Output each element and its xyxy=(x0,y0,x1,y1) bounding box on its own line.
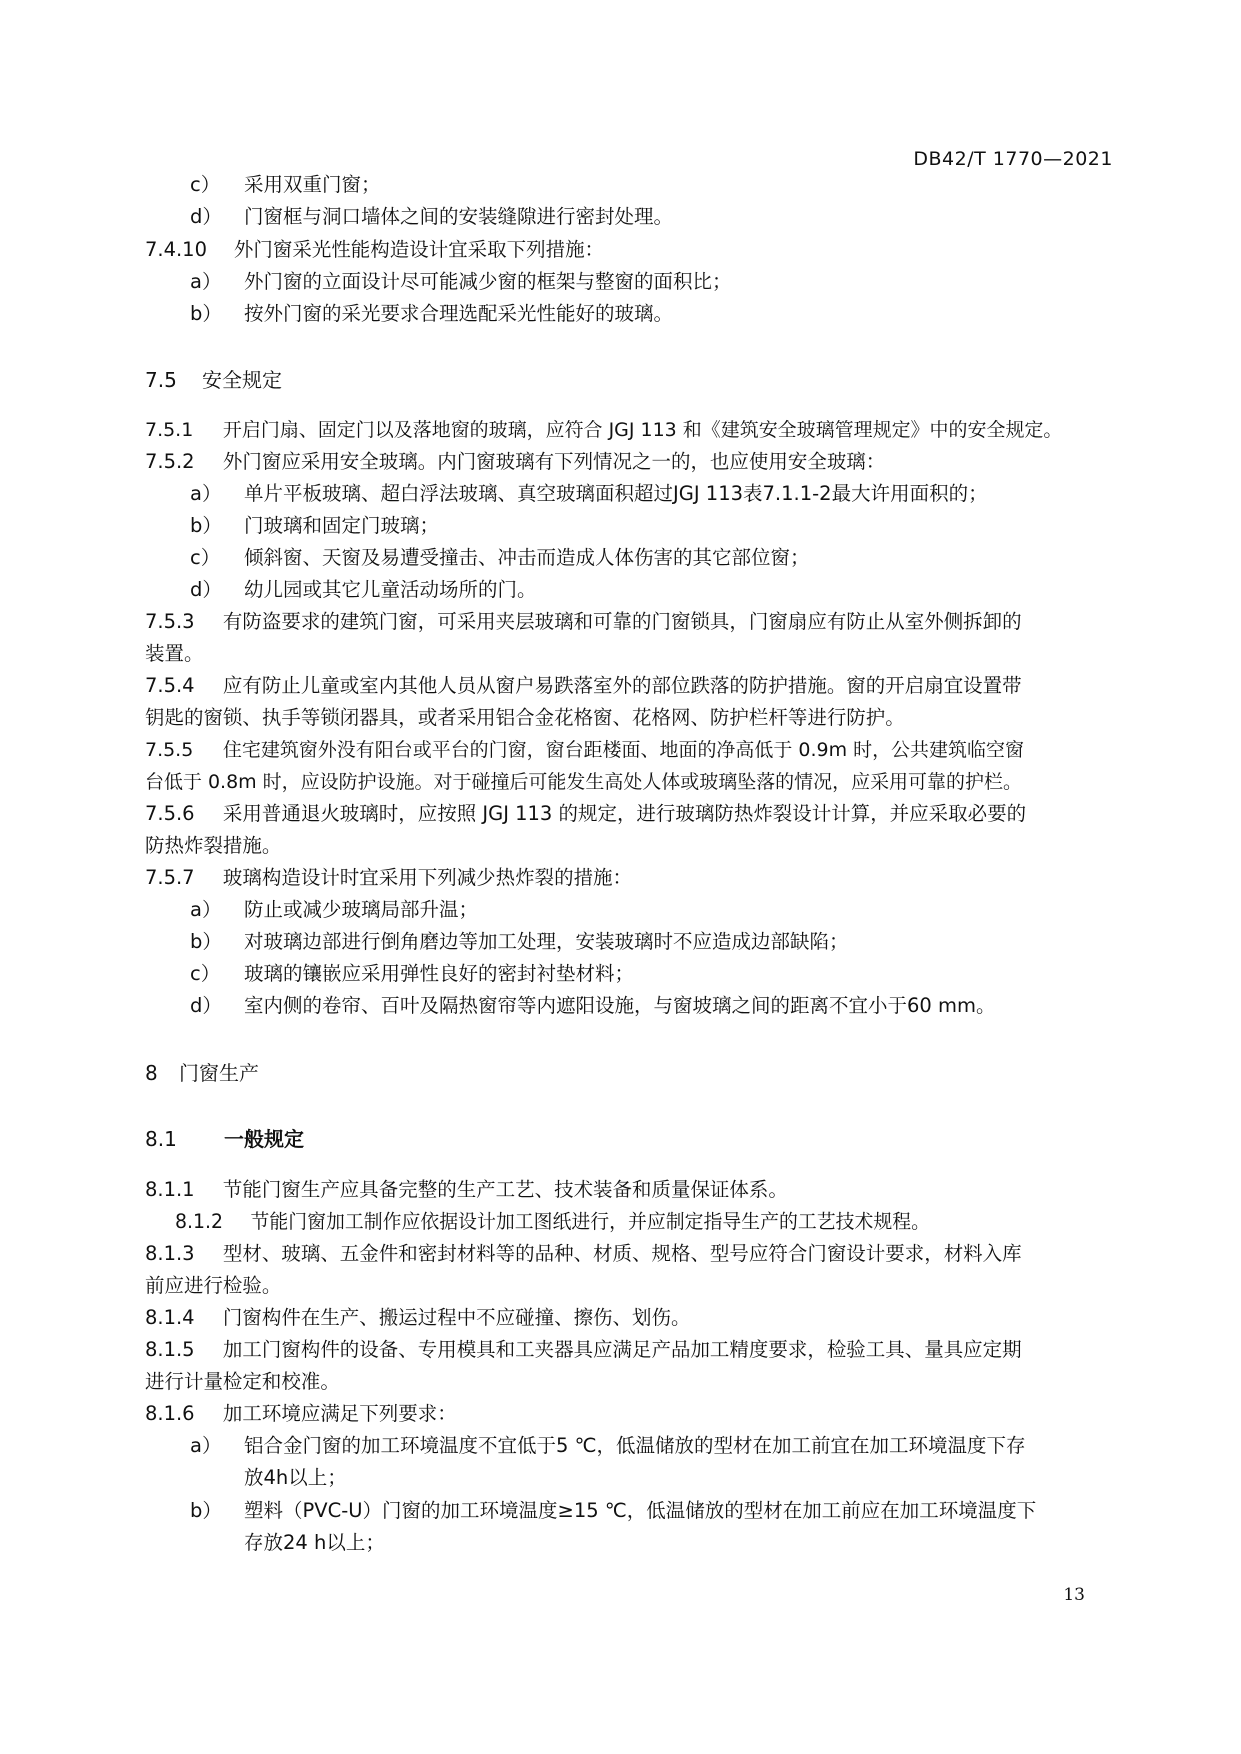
clause-text: 门窗构件在生产、搬运过程中不应碰撞、擦伤、划伤。 xyxy=(222,1306,691,1329)
clause-7-5-4 xyxy=(145,670,1110,702)
list-marker: d） xyxy=(190,994,222,1017)
clause-8-1-3 xyxy=(145,1238,1110,1270)
clause-8-1-6 xyxy=(145,1398,1110,1430)
section-title: 一般规定 xyxy=(224,1127,304,1151)
section-heading-8-1 xyxy=(145,1123,304,1155)
clause-8-1-2 xyxy=(175,1206,1110,1238)
clause-7-5-7 xyxy=(145,862,1110,894)
clause-text-continued: 前应进行检验。 xyxy=(145,1274,282,1297)
chapter-number: 8 xyxy=(145,1061,158,1085)
clause-text: 节能门窗生产应具备完整的生产工艺、技术装备和质量保证体系。 xyxy=(222,1178,788,1201)
list-marker: c） xyxy=(190,546,221,569)
list-marker: d） xyxy=(190,205,222,228)
list-marker: b） xyxy=(190,930,222,953)
clause-text: 玻璃构造设计时宜采用下列减少热炸裂的措施： xyxy=(222,866,633,889)
clause-text: 住宅建筑窗外没有阳台或平台的门窗，窗台距楼面、地面的净高低于 0.9m 时，公共建筑临空窗 xyxy=(222,739,1024,761)
list-item-text: 玻璃的镶嵌应采用弹性良好的密封衬垫材料； xyxy=(244,962,635,985)
section-number: 7.5 xyxy=(145,368,177,392)
clause-number: 7.5.7 xyxy=(145,866,195,889)
list-item-text: 幼儿园或其它儿童活动场所的门。 xyxy=(244,578,537,601)
clause-continuation xyxy=(145,1270,1110,1302)
section-number: 8.1 xyxy=(145,1127,177,1151)
list-item-text: 按外门窗的采光要求合理选配采光性能好的玻璃。 xyxy=(244,302,674,325)
clause-number: 7.5.1 xyxy=(145,419,194,441)
clause-number: 8.1.2 xyxy=(175,1210,224,1233)
document-code-header: DB42/T 1770—2021 xyxy=(913,148,1113,170)
list-marker: a） xyxy=(190,898,222,921)
list-marker: b） xyxy=(190,302,222,325)
list-item-text: 倾斜窗、天窗及易遭受撞击、冲击而造成人体伤害的其它部位窗； xyxy=(244,546,810,569)
clause-number: 7.5.4 xyxy=(145,674,195,697)
list-marker: a） xyxy=(190,1434,222,1457)
list-marker: d） xyxy=(190,578,222,601)
list-item-text: 单片平板玻璃、超白浮法玻璃、真空玻璃面积超过JGJ 113表7.1.1-2最大许用面积的； xyxy=(244,482,988,505)
clause-number: 7.5.6 xyxy=(145,802,195,825)
clause-8-1-5 xyxy=(145,1334,1110,1366)
chapter-heading-8 xyxy=(145,1057,259,1089)
clause-text-continued: 钥匙的窗锁、执手等锁闭器具，或者采用铝合金花格窗、花格网、防护栏杆等进行防护。 xyxy=(145,706,905,729)
clause-7-5-1 xyxy=(145,414,1110,446)
list-marker: c） xyxy=(190,962,221,985)
clause-number: 8.1.1 xyxy=(145,1178,195,1201)
chapter-title: 门窗生产 xyxy=(179,1061,259,1085)
clause-text-continued: 防热炸裂措施。 xyxy=(145,834,282,857)
clause-text: 外门窗采光性能构造设计宜采取下列措施： xyxy=(233,238,605,261)
section-title: 安全规定 xyxy=(202,368,282,392)
clause-text-continued: 台低于 0.8m 时，应设防护设施。对于碰撞后可能发生高处人体或玻璃坠落的情况，应采用可靠的护栏。 xyxy=(145,771,1022,793)
clause-7-5-5 xyxy=(145,734,1110,766)
clause-continuation xyxy=(145,766,1110,798)
clause-number: 8.1.3 xyxy=(145,1242,195,1265)
list-item-text: 外门窗的立面设计尽可能减少窗的框架与整窗的面积比； xyxy=(244,270,732,293)
clause-text: 有防盗要求的建筑门窗，可采用夹层玻璃和可靠的门窗锁具，门窗扇应有防止从室外侧拆卸的 xyxy=(222,610,1022,633)
list-item-text: 防止或减少玻璃局部升温； xyxy=(244,898,479,921)
list-item-text: 对玻璃边部进行倒角磨边等加工处理，安装玻璃时不应造成边部缺陷； xyxy=(244,930,849,953)
clause-number: 7.5.2 xyxy=(145,450,195,473)
clause-continuation xyxy=(145,830,1110,862)
clause-text: 节能门窗加工制作应依据设计加工图纸进行，并应制定指导生产的工艺技术规程。 xyxy=(250,1210,930,1233)
list-item-text-continued: 放4h以上； xyxy=(244,1466,347,1489)
clause-text: 加工环境应满足下列要求： xyxy=(222,1402,457,1425)
clause-text-continued: 进行计量检定和校准。 xyxy=(145,1370,340,1393)
list-item-text: 室内侧的卷帘、百叶及隔热窗帘等内遮阳设施，与窗坡璃之间的距离不宜小于60 mm。 xyxy=(244,994,996,1017)
clause-number: 8.1.6 xyxy=(145,1402,195,1425)
list-marker: a） xyxy=(190,270,222,293)
list-marker: a） xyxy=(190,482,222,505)
clause-text: 型材、玻璃、五金件和密封材料等的品种、材质、规格、型号应符合门窗设计要求，材料入库 xyxy=(222,1242,1022,1265)
list-marker: b） xyxy=(190,1499,222,1522)
clause-number: 7.4.10 xyxy=(145,238,207,261)
clause-text: 采用普通退火玻璃时，应按照 JGJ 113 的规定，进行玻璃防热炸裂设计计算，并应采取必要的 xyxy=(222,802,1027,825)
clause-number: 8.1.5 xyxy=(145,1338,195,1361)
list-marker: b） xyxy=(190,514,222,537)
clause-8-1-4 xyxy=(145,1302,1110,1334)
clause-number: 7.5.3 xyxy=(145,610,195,633)
clause-continuation xyxy=(145,702,1110,734)
list-item-text: 塑料（PVC-U）门窗的加工环境温度≥15 ℃，低温储放的型材在加工前应在加工环境温度下 xyxy=(244,1499,1037,1522)
clause-text-continued: 装置。 xyxy=(145,642,204,665)
section-heading-7-5 xyxy=(145,364,282,396)
clause-text: 加工门窗构件的设备、专用模具和工夹器具应满足产品加工精度要求，检验工具、量具应定期 xyxy=(222,1338,1022,1361)
clause-7-5-3 xyxy=(145,606,1110,638)
list-item-text: 采用双重门窗； xyxy=(244,173,381,196)
clause-7-5-6 xyxy=(145,798,1110,830)
clause-7-5-2 xyxy=(145,446,1110,478)
clause-number: 8.1.4 xyxy=(145,1306,195,1329)
list-item-text: 门玻璃和固定门玻璃； xyxy=(244,514,440,537)
clause-continuation xyxy=(145,638,1110,670)
clause-text: 外门窗应采用安全玻璃。内门窗玻璃有下列情况之一的，也应使用安全玻璃： xyxy=(222,450,886,473)
clause-8-1-1 xyxy=(145,1174,1110,1206)
clause-7-4-10 xyxy=(145,234,1110,266)
clause-number: 7.5.5 xyxy=(145,739,194,761)
clause-text: 开启门扇、固定门以及落地窗的玻璃，应符合 JGJ 113 和《建筑安全玻璃管理规定》中的安全规定。 xyxy=(222,419,1063,441)
page-number: 13 xyxy=(1063,1585,1085,1605)
list-marker: c） xyxy=(190,173,221,196)
list-item-text: 铝合金门窗的加工环境温度不宜低于5 ℃，低温储放的型材在加工前宜在加工环境温度下存 xyxy=(244,1434,1026,1457)
clause-continuation xyxy=(145,1366,1110,1398)
list-item-text-continued: 存放24 h以上； xyxy=(244,1531,385,1554)
clause-text: 应有防止儿童或室内其他人员从窗户易跌落室外的部位跌落的防护措施。窗的开启扇宜设置带 xyxy=(222,674,1022,697)
list-item-text: 门窗框与洞口墙体之间的安装缝隙进行密封处理。 xyxy=(244,205,674,228)
